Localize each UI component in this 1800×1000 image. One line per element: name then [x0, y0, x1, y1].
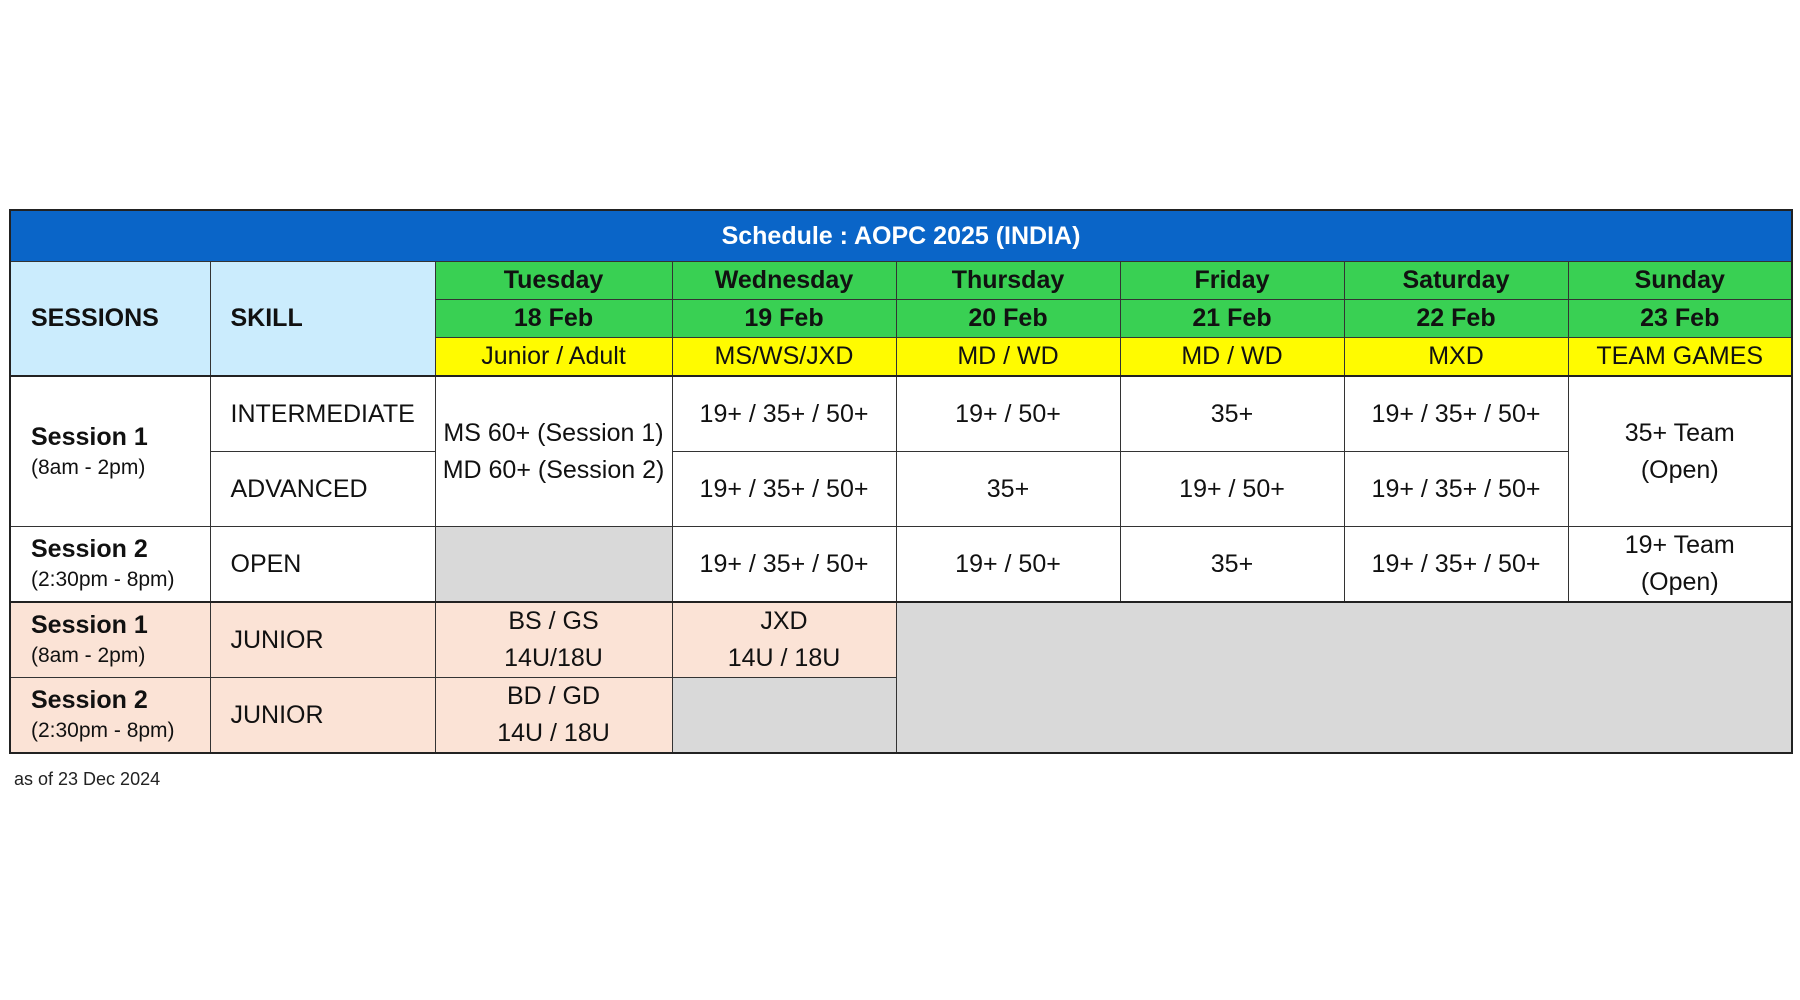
schedule-entry: (Open) [1640, 568, 1719, 596]
schedule-cell: 19+ / 50+ [896, 527, 1120, 603]
schedule-title: Schedule : AOPC 2025 (INDIA) [10, 210, 1792, 262]
schedule-entry: 19+ Team [1624, 531, 1735, 559]
schedule-cell: 19+ / 50+ [896, 376, 1120, 452]
junior-cell [435, 678, 672, 754]
session2-cell [10, 527, 210, 603]
empty-cell [435, 527, 672, 603]
schedule-entry: MD 60+ (Session 2) [442, 455, 665, 484]
category-sunday: TEAM GAMES [1568, 338, 1792, 377]
schedule-cell: 35+ [1120, 376, 1344, 452]
date-tuesday: 18 Feb [435, 300, 672, 338]
skill-open: OPEN [210, 527, 435, 603]
category-thursday: MD / WD [896, 338, 1120, 377]
junior-session2-cell [10, 678, 210, 754]
schedule-cell: 35+ [1120, 527, 1344, 603]
schedule-entry: 14U / 18U [727, 644, 841, 672]
date-thursday: 20 Feb [896, 300, 1120, 338]
footnote: as of 23 Dec 2024 [14, 769, 161, 789]
category-friday: MD / WD [1120, 338, 1344, 377]
schedule-entry: MS 60+ (Session 1) [443, 418, 664, 447]
schedule-entry: JXD [760, 607, 808, 635]
schedule-entry: BS / GS [508, 607, 599, 635]
skill-junior: JUNIOR [210, 602, 435, 678]
session-time: (2:30pm - 8pm) [31, 568, 175, 591]
category-tuesday: Junior / Adult [435, 338, 672, 377]
session-title: Session 2 [31, 535, 148, 563]
empty-cell [672, 678, 896, 754]
schedule-cell: 19+ / 35+ / 50+ [1344, 452, 1568, 527]
schedule-entry: BD / GD [506, 682, 601, 710]
session1-cell [10, 376, 210, 527]
day-tuesday: Tuesday [435, 262, 672, 300]
schedule-cell: 19+ / 35+ / 50+ [1344, 527, 1568, 603]
category-saturday: MXD [1344, 338, 1568, 377]
schedule-cell: 19+ / 35+ / 50+ [672, 527, 896, 603]
session-title: Session 1 [31, 611, 148, 639]
sessions-header: SESSIONS [10, 262, 210, 377]
session-time: (8am - 2pm) [31, 644, 146, 667]
day-friday: Friday [1120, 262, 1344, 300]
junior-cell [672, 602, 896, 678]
schedule-entry: 35+ Team [1624, 418, 1735, 447]
schedule-cell: 19+ / 50+ [1120, 452, 1344, 527]
schedule-entry: 14U/18U [504, 644, 603, 672]
sunday-team-cell [1568, 527, 1792, 603]
day-wednesday: Wednesday [672, 262, 896, 300]
date-saturday: 22 Feb [1344, 300, 1568, 338]
schedule-cell: 19+ / 35+ / 50+ [672, 376, 896, 452]
schedule-table [9, 209, 1793, 754]
category-wednesday: MS/WS/JXD [672, 338, 896, 377]
schedule-entry: 14U / 18U [497, 719, 610, 747]
date-wednesday: 19 Feb [672, 300, 896, 338]
session-time: (2:30pm - 8pm) [31, 719, 175, 742]
sunday-team-cell [1568, 376, 1792, 527]
junior-session1-cell [10, 602, 210, 678]
session-title: Session 2 [31, 686, 148, 714]
date-friday: 21 Feb [1120, 300, 1344, 338]
schedule-container [9, 209, 1791, 754]
schedule-cell: 19+ / 35+ / 50+ [1344, 376, 1568, 452]
date-sunday: 23 Feb [1568, 300, 1792, 338]
skill-junior: JUNIOR [210, 678, 435, 754]
session-time: (8am - 2pm) [31, 455, 146, 479]
day-sunday: Sunday [1568, 262, 1792, 300]
skill-header: SKILL [210, 262, 435, 377]
skill-advanced: ADVANCED [210, 452, 435, 527]
day-thursday: Thursday [896, 262, 1120, 300]
junior-cell [435, 602, 672, 678]
tuesday-adult-cell [435, 376, 672, 527]
schedule-cell: 35+ [896, 452, 1120, 527]
skill-intermediate: INTERMEDIATE [210, 376, 435, 452]
day-saturday: Saturday [1344, 262, 1568, 300]
empty-block [896, 602, 1792, 753]
schedule-entry: (Open) [1640, 455, 1719, 484]
session-title: Session 1 [31, 422, 148, 451]
schedule-cell: 19+ / 35+ / 50+ [672, 452, 896, 527]
